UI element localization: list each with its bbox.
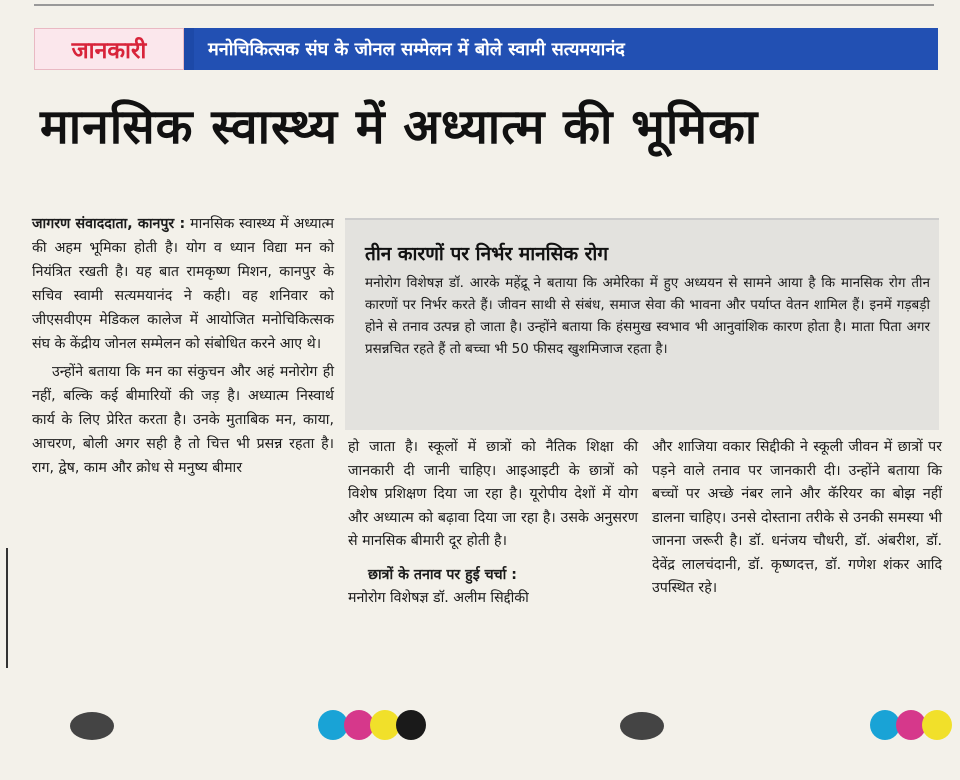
body-column-3 bbox=[652, 436, 942, 601]
subheadline: मनोचिकित्सक संघ के जोनल सम्मेलन में बोले स्वामी सत्यमयानंद bbox=[194, 28, 938, 70]
top-rule bbox=[34, 4, 934, 6]
col2-tail: मनोरोग विशेषज्ञ डॉ. अलीम सिद्दीकी bbox=[348, 590, 529, 606]
intro-text-1: मानसिक स्वास्थ्य में अध्यात्म की अहम भूमिका होती है। योग व ध्यान विद्या मन को नियंत्रित रखती है। यह बात रामकृष्ण मिशन, कानपुर के सचिव स्वामी सत्यमयानंद ने कही। वह शनिवार को जीएसवीएम मेडिकल कालेज में आयोजित मनोचिकित्सक संघ के केंद्रीय जोनल सम्मेलन को संबोधित करने आए थे। bbox=[32, 216, 335, 352]
intro-paragraph-1 bbox=[32, 212, 334, 356]
box-text: मनोरोग विशेषज्ञ डॉ. आरके महेंद्रू ने बताया कि अमेरिका में हुए अध्ययन से सामने आया है कि मानसिक रोग तीन कारणों पर निर्भर करते हैं। जीवन साथी से संबंध, समाज सेवा की भावना और पर्याप्त वेतन शामिल हैं। इनमें गड़बड़ी होने से तनाव उत्पन्न हो जाता है। उन्होंने बताया कि हंसमुख स्वभाव भी आनुवांशिक कारण होता है। माता पिता अगर प्रसन्नचित रहते हैं तो बच्चा भी 50 फीसद खुशमिजाज रहता है। bbox=[365, 275, 930, 357]
color-registration-dots-center bbox=[318, 710, 422, 740]
header-row bbox=[34, 28, 938, 70]
registration-mark-left bbox=[70, 712, 114, 740]
left-margin-rule bbox=[6, 548, 8, 668]
col3-text: और शाजिया वकार सिद्दीकी ने स्कूली जीवन में छात्रों पर पड़ने वाले तनाव पर जानकारी दी। उन्होंने बताया कि बच्चों पर अच्छे नंबर लाने और कॅरियर का बोझ नहीं डालना चाहिए। उनसे दोस्ताना तरीके से उनकी समस्या भी जानना जरूरी है। डॉ. धनंजय चौधरी, डॉ. अंबरीश, डॉ. देवेंद्र लालचंदानी, डॉ. कृष्णदत्त, डॉ. गणेश शंकर आदि उपस्थित रहे। bbox=[652, 439, 942, 596]
byline: जागरण संवाददाता, कानपुर : bbox=[32, 216, 186, 232]
headline: मानसिक स्वास्थ्य में अध्यात्म की भूमिका bbox=[40, 99, 759, 155]
black-dot bbox=[396, 710, 426, 740]
yellow-dot bbox=[922, 710, 952, 740]
sidebar-box bbox=[345, 218, 939, 430]
intro-paragraph-2: उन्होंने बताया कि मन का संकुचन और अहं मनोरोग ही नहीं, बल्कि कई बीमारियों की जड़ है। अध्यात्म निस्वार्थ कार्य के लिए प्रेरित करता है। उनके मुताबिक मन, काया, आचरण, बोली अगर सही है तो चित्त भी प्रसन्न रहता है। राग, द्वेष, काम और क्रोध से मनुष्य बीमार bbox=[32, 364, 334, 476]
section-tag: जानकारी bbox=[34, 28, 184, 70]
col2-subhead: छात्रों के तनाव पर हुई चर्चा : bbox=[368, 566, 517, 583]
col2-text: हो जाता है। स्कूलों में छात्रों को नैतिक शिक्षा की जानकारी दी जानी चाहिए। आइआइटी के छात्रों को विशेष प्रशिक्षण दिया जा रहा है। यूरोपीय देशों में योग और अध्यात्म को बढ़ावा दिया जा रहा है। उसके अनुसरण से मानसिक बीमारी दूर होती है। bbox=[348, 439, 638, 549]
tag-separator bbox=[184, 28, 194, 70]
registration-mark-right bbox=[620, 712, 664, 740]
body-column-2 bbox=[348, 436, 638, 611]
box-title: तीन कारणों पर निर्भर मानसिक रोग bbox=[365, 243, 609, 265]
color-registration-dots-right bbox=[870, 710, 948, 740]
intro-column bbox=[32, 212, 334, 484]
